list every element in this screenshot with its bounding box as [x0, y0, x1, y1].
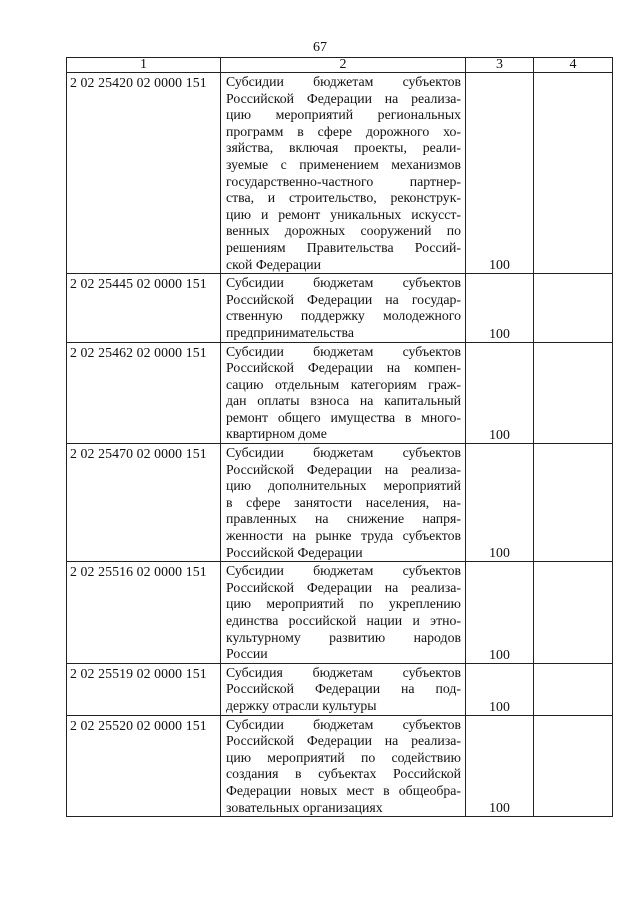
description-line: Субсидии бюджетам субъектов: [226, 445, 461, 461]
description-line: Российской Федерации на реализа-: [226, 579, 461, 595]
description-line: Российской Федерации на реализа-: [226, 733, 461, 749]
col4-cell: [534, 444, 613, 562]
col4-cell: [534, 562, 613, 664]
col4-cell: [534, 73, 613, 274]
description-line: государственно-частного партнер-: [226, 173, 461, 189]
description-line: Российской Федерации на компен-: [226, 360, 461, 376]
norm-percent: 100: [466, 715, 534, 817]
revenue-description: [221, 73, 466, 274]
description-line: зяйства, включая проекты, реали-: [226, 140, 461, 156]
description-line: сацию отдельным категориям граж-: [226, 376, 461, 392]
revenue-code: 2 02 25462 02 0000 151: [67, 342, 221, 444]
description-line: Субсидии бюджетам субъектов: [226, 74, 461, 89]
norm-percent: 100: [466, 274, 534, 342]
table-row: [67, 342, 613, 444]
description-line: Российской Федерации на под-: [226, 681, 461, 697]
description-line: Российской Федерации: [226, 544, 363, 560]
col4-cell: [534, 715, 613, 817]
description-line: программ в сфере дорожного хо-: [226, 123, 461, 139]
description-line: квартирном доме: [226, 426, 327, 442]
norm-percent: 100: [466, 663, 534, 715]
revenue-code: 2 02 25470 02 0000 151: [67, 444, 221, 562]
revenue-code: 2 02 25420 02 0000 151: [67, 73, 221, 274]
description-line: зовательных организациях: [226, 799, 383, 815]
description-line: предпринимательства: [226, 324, 355, 340]
col4-cell: [534, 274, 613, 342]
revenue-description: [221, 444, 466, 562]
revenue-description: [221, 715, 466, 817]
norm-percent: 100: [466, 73, 534, 274]
description-line: держку отрасли культуры: [226, 697, 377, 713]
description-line: Федерации новых мест в общеобра-: [226, 782, 461, 798]
description-line: цию мероприятий региональных: [226, 107, 461, 123]
description-line: цию дополнительных мероприятий: [226, 478, 461, 494]
header-col-2: 2: [221, 58, 466, 73]
subsidy-table: [66, 57, 613, 817]
table-row: [67, 274, 613, 342]
description-line: венных дорожных сооружений по: [226, 223, 461, 239]
description-line: Субсидия бюджетам субъектов: [226, 664, 461, 680]
revenue-description: [221, 342, 466, 444]
description-line: женности на рынке труда субъектов: [226, 528, 461, 544]
revenue-code: 2 02 25445 02 0000 151: [67, 274, 221, 342]
description-line: Российской Федерации на государ-: [226, 291, 461, 307]
header-col-3: 3: [466, 58, 534, 73]
description-line: культурному развитию народов: [226, 629, 461, 645]
description-line: цию мероприятий по укреплению: [226, 596, 461, 612]
description-line: дан оплаты взноса на капитальный: [226, 393, 461, 409]
col4-cell: [534, 342, 613, 444]
description-line: Субсидии бюджетам субъектов: [226, 275, 461, 291]
description-line: в сфере занятости населения, на-: [226, 494, 461, 510]
table-header-row: [67, 58, 613, 73]
description-line: создания в субъектах Российской: [226, 766, 461, 782]
description-line: ства, и строительство, реконструк-: [226, 190, 461, 206]
table-row: [67, 715, 613, 817]
col4-cell: [534, 663, 613, 715]
revenue-description: [221, 562, 466, 664]
norm-percent: 100: [466, 562, 534, 664]
page-number: 67: [313, 40, 327, 55]
description-line: Субсидии бюджетам субъектов: [226, 343, 461, 359]
description-line: Субсидии бюджетам субъектов: [226, 563, 461, 579]
description-line: ственную поддержку молодежного: [226, 308, 461, 324]
norm-percent: 100: [466, 444, 534, 562]
table-row: [67, 444, 613, 562]
revenue-code: 2 02 25520 02 0000 151: [67, 715, 221, 817]
norm-percent: 100: [466, 342, 534, 444]
description-line: Российской Федерации на реализа-: [226, 461, 461, 477]
table-row: [67, 663, 613, 715]
header-col-1: 1: [67, 58, 221, 73]
table-row: [67, 73, 613, 274]
revenue-code: 2 02 25519 02 0000 151: [67, 663, 221, 715]
description-line: России: [226, 646, 268, 662]
description-line: единства российской нации и этно-: [226, 613, 461, 628]
description-line: зуемые с применением механизмов: [226, 156, 461, 172]
description-line: Российской Федерации на реализа-: [226, 90, 461, 106]
table-row: [67, 562, 613, 664]
description-line: ремонт общего имущества в много-: [226, 409, 461, 425]
description-line: цию и ремонт уникальных искусст-: [226, 206, 461, 222]
description-line: ской Федерации: [226, 256, 322, 272]
revenue-code: 2 02 25516 02 0000 151: [67, 562, 221, 664]
description-line: решениям Правительства Россий-: [226, 239, 461, 255]
revenue-description: [221, 663, 466, 715]
revenue-description: [221, 274, 466, 342]
description-line: правленных на снижение напря-: [226, 511, 461, 527]
description-line: цию мероприятий по содействию: [226, 749, 461, 765]
description-line: Субсидии бюджетам субъектов: [226, 716, 461, 732]
header-col-4: 4: [534, 58, 613, 73]
